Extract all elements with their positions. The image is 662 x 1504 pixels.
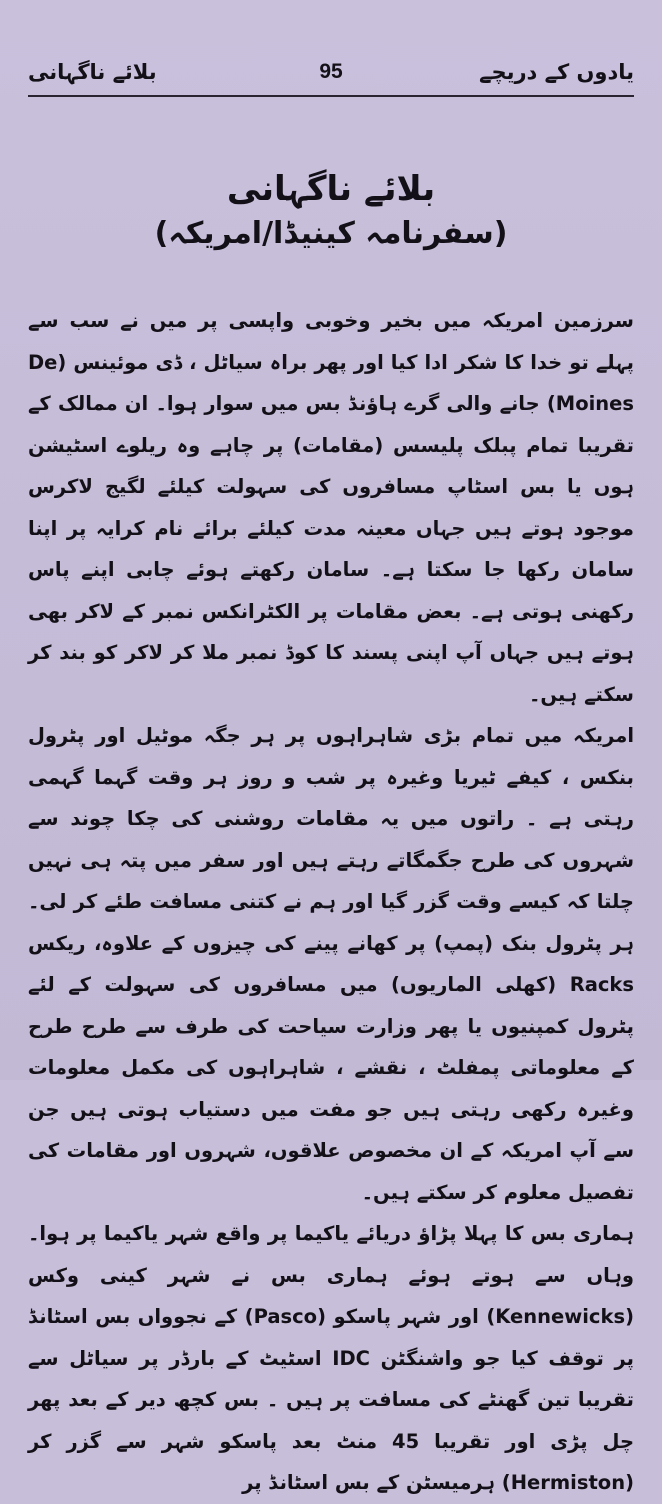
header-rule <box>28 95 634 97</box>
paragraph: ہماری بس کا پہلا پڑاؤ دریائے یاکیما پر واقع شہر یاکیما پر ہوا۔ وہاں سے ہوتے ہوئے ہماری بس نے شہر کینی وکس (Kennewicks) اور شہر پاسکو (Pasco) کے نجوواں بس اسٹانڈ پر توقف کیا جو واشنگٹن IDC اسٹیٹ کے بارڈر پر سیاٹل سے تقریبا تین گھنٹے کی مسافت پر ہیں ۔ بس کچھ دیر کے بعد پھر چل پڑی اور تقریبا 45 منٹ بعد پاسکو شہر سے گزر کر (Hermiston) ہرمیسٹن کے بس اسٹانڈ پر <box>28 1222 634 1494</box>
chapter-subheading: (سفرنامہ کینیڈا/امریکہ) <box>154 216 508 251</box>
chapter-title: بلائے ناگہانی <box>28 60 157 84</box>
chapter-heading: بلائے ناگہانی <box>226 169 436 209</box>
paragraph: سرزمین امریکہ میں بخیر وخوبی واپسی پر میں نے سب سے پہلے تو خدا کا شکر ادا کیا اور پھر براہ سیاٹل ، ڈی موئینس (De Moines) جانے والی گرے ہاؤنڈ بس میں سوار ہوا۔ ان ممالک کے تقریبا تمام پبلک پلیسس (مقامات) پر چاہے وہ ریلوے اسٹیشن ہوں یا بس اسٹاپ مسافروں کی سہولت کیلئے لگیج لاکرس موجود ہوتے ہیں جہاں معینہ مدت کیلئے برائے نام کرایہ پر اپنا سامان رکھا جا سکتا ہے۔ سامان رکھتے ہوئے چابی اپنے پاس رکھنی ہوتی ہے۔ بعض مقامات پر الکٹرانکس نمبر کے لاکر بھی ہوتے ہیں جہاں آپ اپنی پسند کا کوڈ نمبر ملا کر لاکر کو بند کر سکتے ہیں۔ <box>28 309 634 706</box>
paragraph: امریکہ میں تمام بڑی شاہراہوں پر ہر جگہ موٹیل اور پٹرول بنکس ، کیفے ٹیریا وغیرہ پر شب و روز ہر وقت گہما گہمی رہتی ہے ۔ راتوں میں یہ مقامات روشنی کی چکا چوند سے شہروں کی طرح جگمگاتے رہتے ہیں اور سفر میں پتہ ہی نہیں چلتا کہ کیسے وقت گزر گیا اور ہم نے کتنی مسافت طئے کر لی۔ ہر پٹرول بنک (پمپ) پر کھانے پینے کی چیزوں کے علاوہ، ریکس Racks (کھلی الماریوں) میں مسافروں کی سہولت کے لئے پٹرول کمپنیوں یا پھر وزارت سیاحت کی طرف سے طرح طرح کے معلوماتی پمفلٹ ، نقشے ، شاہراہوں کی مکمل معلومات وغیرہ رکھی رہتی ہیں جو مفت میں دستیاب ہوتی ہیں جن سے آپ امریکہ کے ان مخصوص علاقوں، شہروں اور مقامات کی تفصیل معلوم کر سکتے ہیں۔ <box>28 724 634 1204</box>
body-text <box>28 300 634 1504</box>
book-title: یادوں کے دریچے <box>479 60 634 84</box>
running-header <box>28 52 634 92</box>
page-number: 95 <box>319 60 343 83</box>
